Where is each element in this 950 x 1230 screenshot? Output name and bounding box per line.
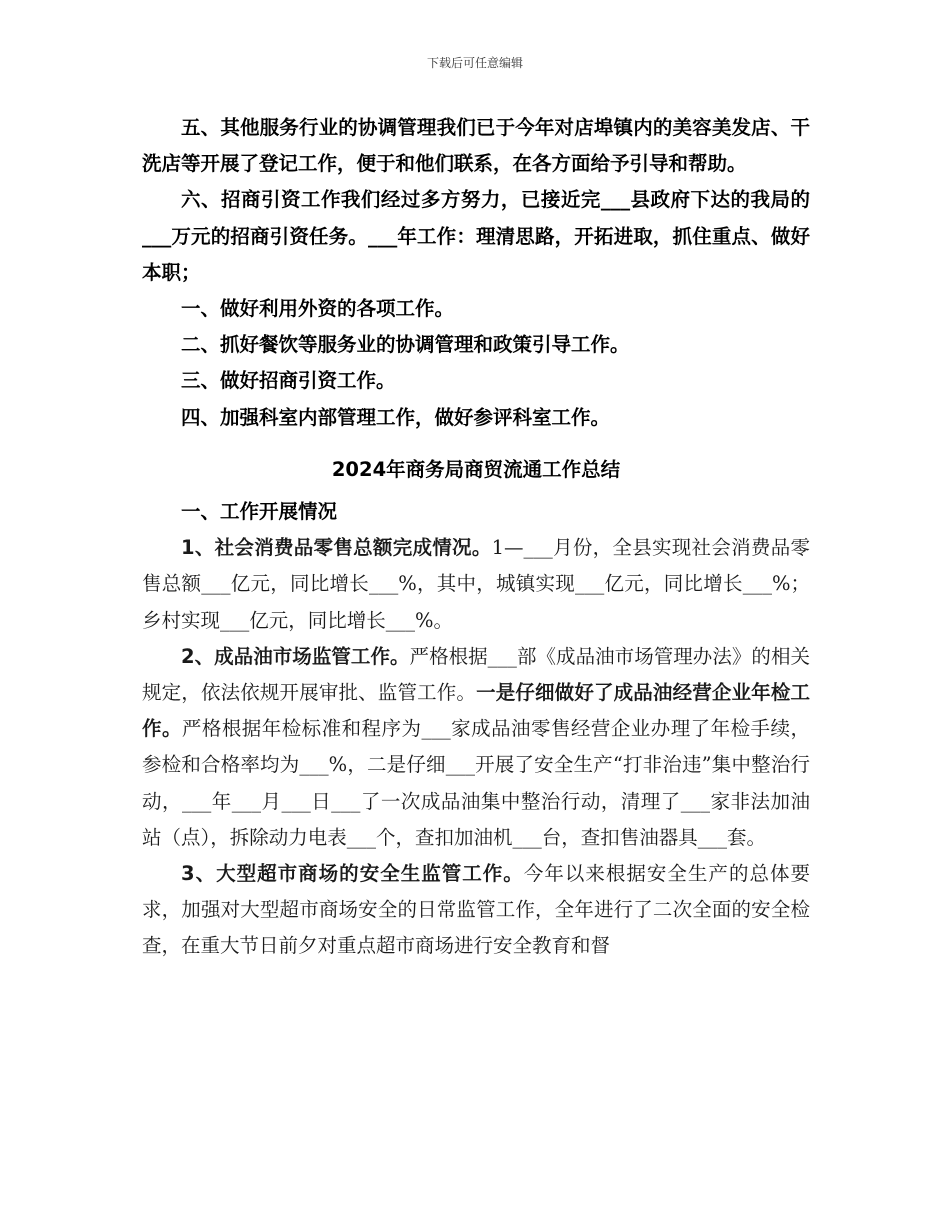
item-2-lead: 2、成品油市场监管工作。 <box>181 644 410 668</box>
paragraph-six: 六、招商引资工作我们经过多方努力，已接近完___县政府下达的我局的___万元的招商引资任务。___年工作：理清思路，开拓进取，抓住重点、做好本职； <box>142 188 810 284</box>
plan-item-1: 一、做好利用外资的各项工作。 <box>181 297 455 321</box>
item-2-lead-b: 一是仔细做好了成品油经营企业年检工作。 <box>142 681 810 741</box>
item-2-body-a: 严格根据___部《成品油市场管理办法》的相关规定，依法依规开展审批、监管工作。 <box>142 644 810 705</box>
plan-item-3: 三、做好招商引资工作。 <box>181 369 396 393</box>
item-2-body-b: 严格根据年检标准和程序为___家成品油零售经营企业办理了年检手续，参检和合格率均为___%，二是仔细___开展了安全生产“打非治违”集中整治行动，___年___月___日___了一次成品油集中整治行动，清理了___家非法加油站（点），拆除动力电表___个，查扣加油机___台，查扣售油器具___套。 <box>142 717 810 849</box>
document-body <box>142 110 810 965</box>
section-heading: 一、工作开展情况 <box>181 500 338 524</box>
item-1-paragraph <box>142 530 810 639</box>
plan-item-4: 四、加强科室内部管理工作，做好参评科室工作。 <box>181 405 611 429</box>
page-header: 下载后可任意编辑 <box>426 56 523 70</box>
section-title: 2024年商务局商贸流通工作总结 <box>331 457 621 481</box>
plan-item-2: 二、抓好餐饮等服务业的协调管理和政策引导工作。 <box>181 333 630 357</box>
item-3-body: 今年以来根据安全生产的总体要求，加强对大型超市商场安全的日常监管工作，全年进行了二次全面的安全检查，在重大节日前夕对重点超市商场进行安全教育和督 <box>142 862 810 958</box>
item-1-body: 1—___月份，全县实现社会消费品零售总额___亿元，同比增长___%，其中，城镇实现___亿元，同比增长___%；乡村实现___亿元，同比增长___%。 <box>142 536 810 632</box>
item-3-lead: 3、大型超市商场的安全生监管工作。 <box>181 862 524 886</box>
item-3-paragraph <box>142 856 810 965</box>
paragraph-five: 五、其他服务行业的协调管理我们已于今年对店埠镇内的美容美发店、干洗店等开展了登记工作，便于和他们联系，在各方面给予引导和帮助。 <box>142 116 810 176</box>
item-1-lead: 1、社会消费品零售总额完成情况。 <box>181 536 492 560</box>
item-2-paragraph <box>142 639 810 856</box>
